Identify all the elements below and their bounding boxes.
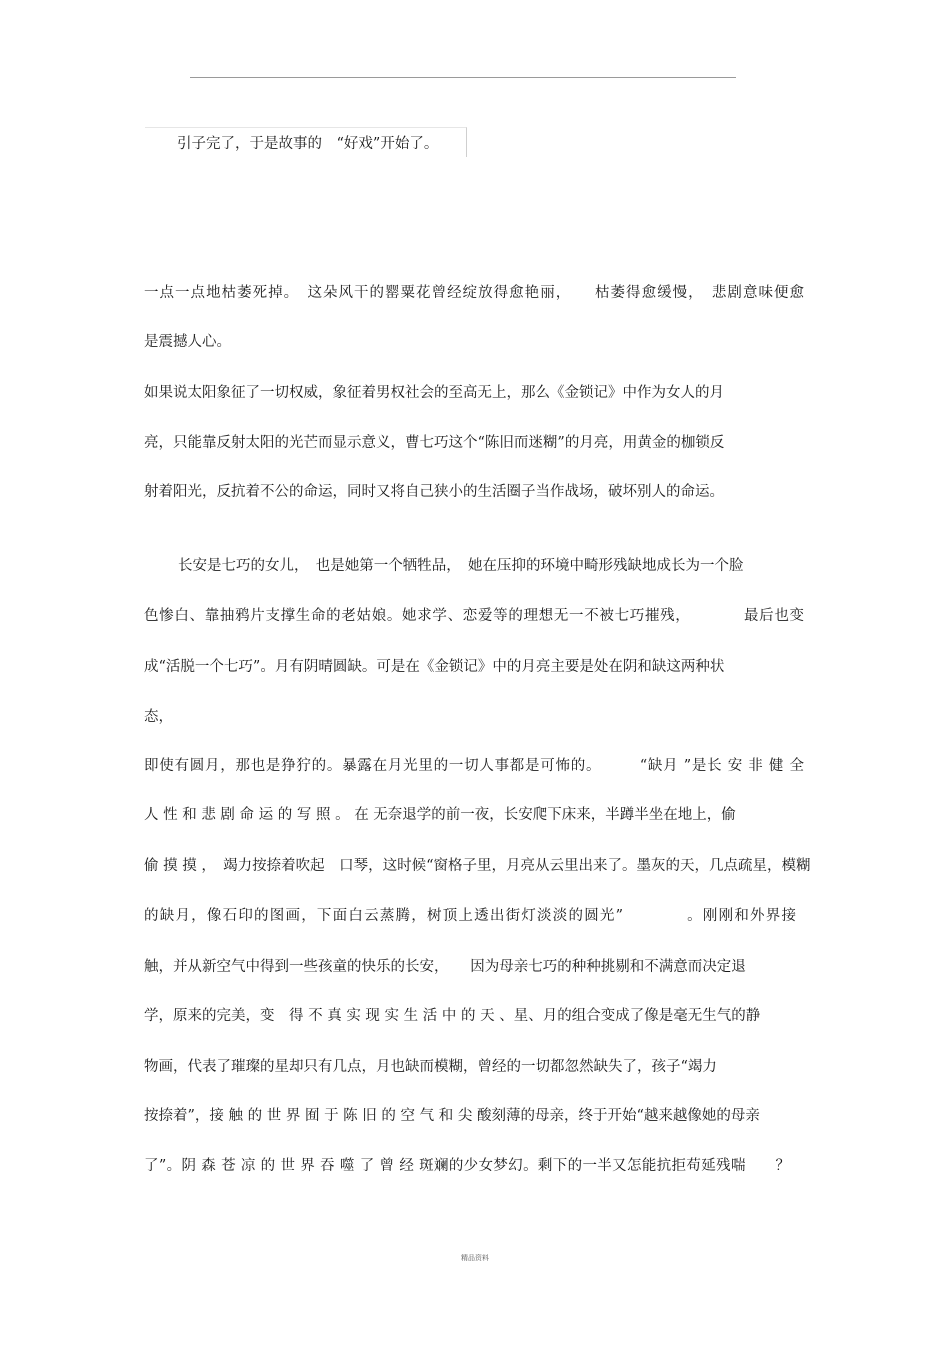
intro-box	[145, 127, 467, 157]
paragraph-line: 的缺月，像石印的图画，下面白云蒸腾，树顶上透出街灯淡淡的圆光” 。刚刚和外界接	[144, 908, 796, 924]
paragraph-line: 色惨白、靠抽鸦片支撑生命的老姑娘。她求学、恋爱等的理想无一不被七巧摧残， 最后也变	[144, 608, 804, 624]
paragraph-line: 即使有圆月，那也是狰狞的。暴露在月光里的一切人事都是可怖的。 “缺月 ”是长 安 非 健 全	[144, 758, 804, 774]
paragraph-line: 成“活脱一个七巧”。月有阴晴圆缺。可是在《金锁记》中的月亮主要是处在阴和缺这两种状	[144, 659, 725, 675]
paragraph-line: 如果说太阳象征了一切权威，象征着男权社会的至高无上，那么《金锁记》中作为女人的月	[144, 385, 724, 401]
paragraph-line: 按捺着”，接 触 的 世 界 囿 于 陈 旧 的 空 气 和 尖 酸刻薄的母亲，终于开始“越来越像她的母亲	[144, 1108, 760, 1124]
paragraph-line: 亮，只能靠反射太阳的光芒而显示意义，曹七巧这个“陈旧而迷糊”的月亮，用黄金的枷锁反	[144, 435, 725, 451]
paragraph-line: 射着阳光，反抗着不公的命运，同时又将自己狭小的生活圈子当作战场，破坏别人的命运。	[144, 484, 724, 500]
intro-text: 引子完了，于是故事的 “好戏”开始了。	[177, 136, 439, 152]
paragraph-line: 一点一点地枯萎死掉。 这朵风干的罂粟花曾经绽放得愈艳丽， 枯萎得愈缓慢， 悲剧意味便愈	[144, 285, 804, 301]
paragraph-line: 偷 摸 摸 ， 竭力按捺着吹起 口琴，这时候“窗格子里，月亮从云里出来了。墨灰的天，几点疏星，模糊	[144, 858, 811, 874]
paragraph-line: 态，	[144, 709, 173, 725]
paragraph-line: 人 性 和 悲 剧 命 运 的 写 照 。 在 无奈退学的前一夜，长安爬下床来，半蹲半坐在地上，偷	[144, 807, 736, 823]
paragraph-line: 长安是七巧的女儿， 也是她第一个牺牲品， 她在压抑的环境中畸形残缺地成长为一个脸	[178, 558, 744, 574]
paragraph-line: 学，原来的完美，变 得 不 真 实 现 实 生 活 中 的 天 、星、月的组合变成了像是毫无生气的静	[144, 1008, 761, 1024]
header-rule	[190, 77, 736, 78]
paragraph-line: 是震撼人心。	[144, 334, 231, 350]
paragraph-line: 触，并从新空气中得到一些孩童的快乐的长安， 因为母亲七巧的种种挑剔和不满意而决定退	[144, 959, 746, 975]
paragraph-line: 了”。阴 森 苍 凉 的 世 界 吞 噬 了 曾 经 斑斓的少女梦幻。剩下的一半又怎能抗拒苟延残喘 ？	[144, 1158, 790, 1174]
footer-label: 精品资料	[461, 1254, 489, 1262]
paragraph-line: 物画，代表了璀璨的星却只有几点，月也缺而模糊，曾经的一切都忽然缺失了，孩子“竭力	[144, 1059, 717, 1075]
